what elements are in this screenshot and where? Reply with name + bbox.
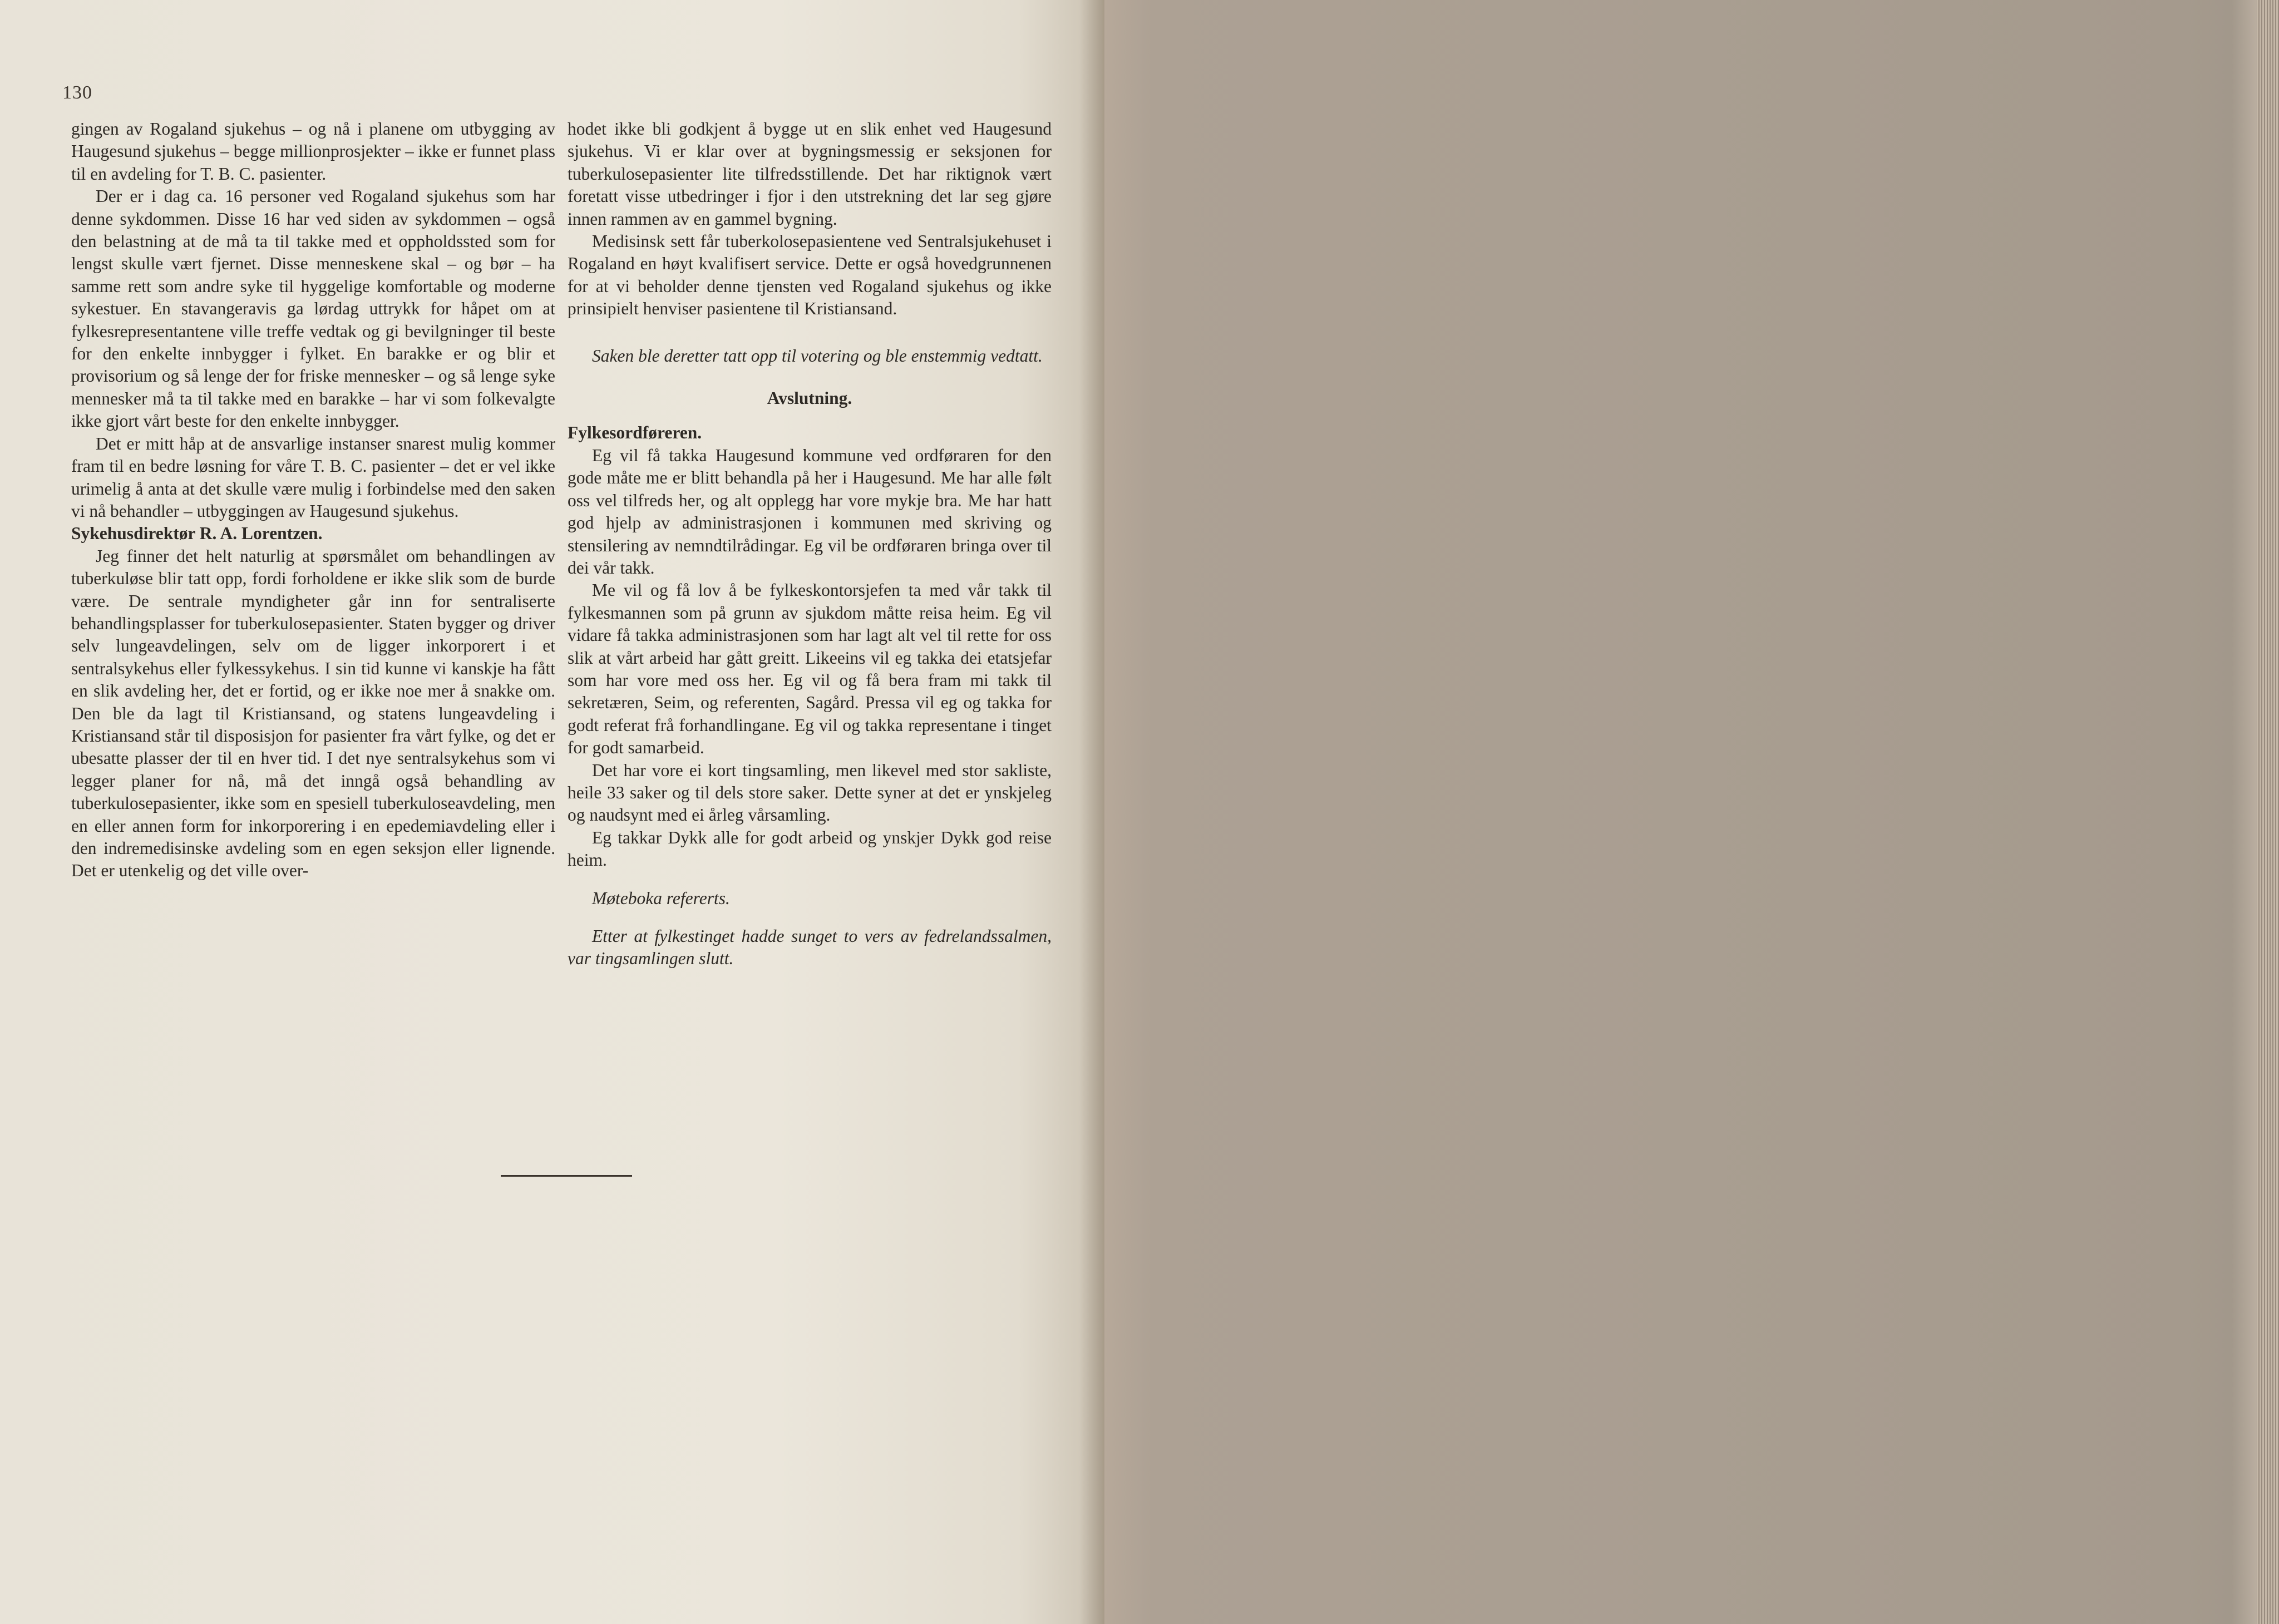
paragraph: Medisinsk sett får tuberkolosepasientene ved Sentralsjukehuset i Rogaland en høyt kvalifisert service. Dette er også hovedgrunnenen for at vi beholder denne tjensten ved Rogaland sjukehus og ikke prinsipielt henviser pasientene til Kristiansand. <box>568 231 1052 319</box>
paragraph: Der er i dag ca. 16 personer ved Rogaland sjukehus som har denne sykdommen. Disse 16 har ved siden av sykdommen – også den belastning at de må ta til takke med et oppholdssted som for lengst skulle vært fjernet. Disse menneskene skal – og bør – ha samme rett som andre syke til hyggelige komfortable og moderne sykestuer. En stavangeravis ga lørdag uttrykk for håpet om at fylkesrepresentantene ville treffe vedtak og gi bevilgninger til beste for den enkelte innbygger i fylket. En barakke er og blir et provisorium og så lenge der for friske mennesker – og så lenge syke mennesker må ta til takke med en barakke – har vi som folkevalgte ikke gjort vårt beste for den enkelte innbygger. <box>71 186 555 431</box>
section-heading: Avslutning. <box>767 388 852 408</box>
italic-note: Etter at fylkestinget hadde sunget to vers av fedrelandssalmen, var tingsamlingen slutt. <box>568 926 1052 969</box>
paragraph: Me vil og få lov å be fylkeskontorsjefen ta med vår takk til fylkesmannen som på grunn av sjukdom måtte reisa heim. Eg vil vidare få takka administrasjonen som har lagt alt vel til rette for oss slik at vårt arbeid har gått greitt. Likeeins vil eg takka dei etatsjefar som har vore med oss her. Eg vil og få bera fram mi takk til sekretæren, Seim, og referenten, Sagård. Pressa vil eg og takka for godt referat frå forhandlingane. Eg vil og takka representane i tinget for godt samarbeid. <box>568 580 1052 758</box>
speaker-heading: Sykehusdirektør R. A. Lorentzen. <box>71 524 323 544</box>
left-text-column <box>71 118 555 882</box>
paragraph: Eg vil få takka Haugesund kommune ved ordføraren for den gode måte me er blitt behandla på her i Haugesund. Me har alle følt oss vel tilfreds her, og alt opplegg har vore mykje bra. Me har hatt god hjelp av administrasjonen i kommunen med skriving og stensilering av nemndtilrådingar. Eg vil be ordføraren bringa over til dei vår takk. <box>568 445 1052 577</box>
paragraph: Jeg finner det helt naturlig at spørsmålet om behandlingen av tuberkuløse blir tatt opp, fordi forholdene er ikke slik som de burde være. De sentrale myndigheter går inn for sentraliserte behandlingsplasser for tuberkulosepasienter. Staten bygger og driver selv lungeavdelingen, selv om de ligger inkorporert i et sentralsykehus eller fylkessykehus. I sin tid kunne vi kanskje ha fått en slik avdeling her, det er fortid, og er ikke noe mer å snakke om. Den ble da lagt til Kristiansand, og statens lungeavdeling i Kristiansand står til disposisjon for pasienter fra vårt fylke, og det er ubesatte plasser der til en hver tid. I det nye sentralsykehus som vi legger planer for nå, må det inngå også behandling av tuberkulosepasienter, ikke som en spesiell tuberkuloseavdeling, men en eller annen form for inkorporering i en epedemiavdeling eller i den indremedisinske avdeling som en egen seksjon eller lignende. Det er utenkelig og det ville over- <box>71 546 555 881</box>
paragraph: Det er mitt håp at de ansvarlige instanser snarest mulig kommer fram til en bedre løsning for våre T. B. C. pasienter – det er vel ikke urimelig å anta at det skulle være mulig i forbindelse med den saken vi nå behandler – utbyggingen av Haugesund sjukehus. <box>71 433 555 521</box>
right-text-column <box>568 118 1052 970</box>
italic-note: Møteboka refererts. <box>592 888 730 908</box>
paragraph: hodet ikke bli godkjent å bygge ut en slik enhet ved Haugesund sjukehus. Vi er klar over at bygningsmessig er seksjonen for tuberkulosepasienter lite tilfredsstillende. Det har riktignok vært foretatt visse utbedringer i fjor i den utstrekning det lar seg gjøre innen rammen av en gammel bygning. <box>568 119 1052 229</box>
italic-note: Saken ble deretter tatt opp til votering og ble enstemmig vedtatt. <box>592 345 1043 366</box>
page-number: 130 <box>62 82 92 103</box>
paragraph: Det har vore ei kort tingsamling, men likevel med stor sakliste, heile 33 saker og til dels store saker. Dette syner at det er ynskjeleg og naudsynt med ei årleg vårsamling. <box>568 760 1052 825</box>
paragraph: Eg takkar Dykk alle for godt arbeid og ynskjer Dykk god reise heim. <box>568 827 1052 870</box>
page-edges <box>2257 0 2279 1624</box>
left-page <box>0 0 1107 1624</box>
right-page-blank <box>1104 0 2279 1624</box>
closing-rule <box>501 1175 632 1177</box>
paragraph: gingen av Rogaland sjukehus – og nå i planene om utbygging av Haugesund sjukehus – begge millionprosjekter – ikke er funnet plass til en avdeling for T. B. C. pasienter. <box>71 119 555 184</box>
speaker-heading: Fylkesordføreren. <box>568 423 702 443</box>
